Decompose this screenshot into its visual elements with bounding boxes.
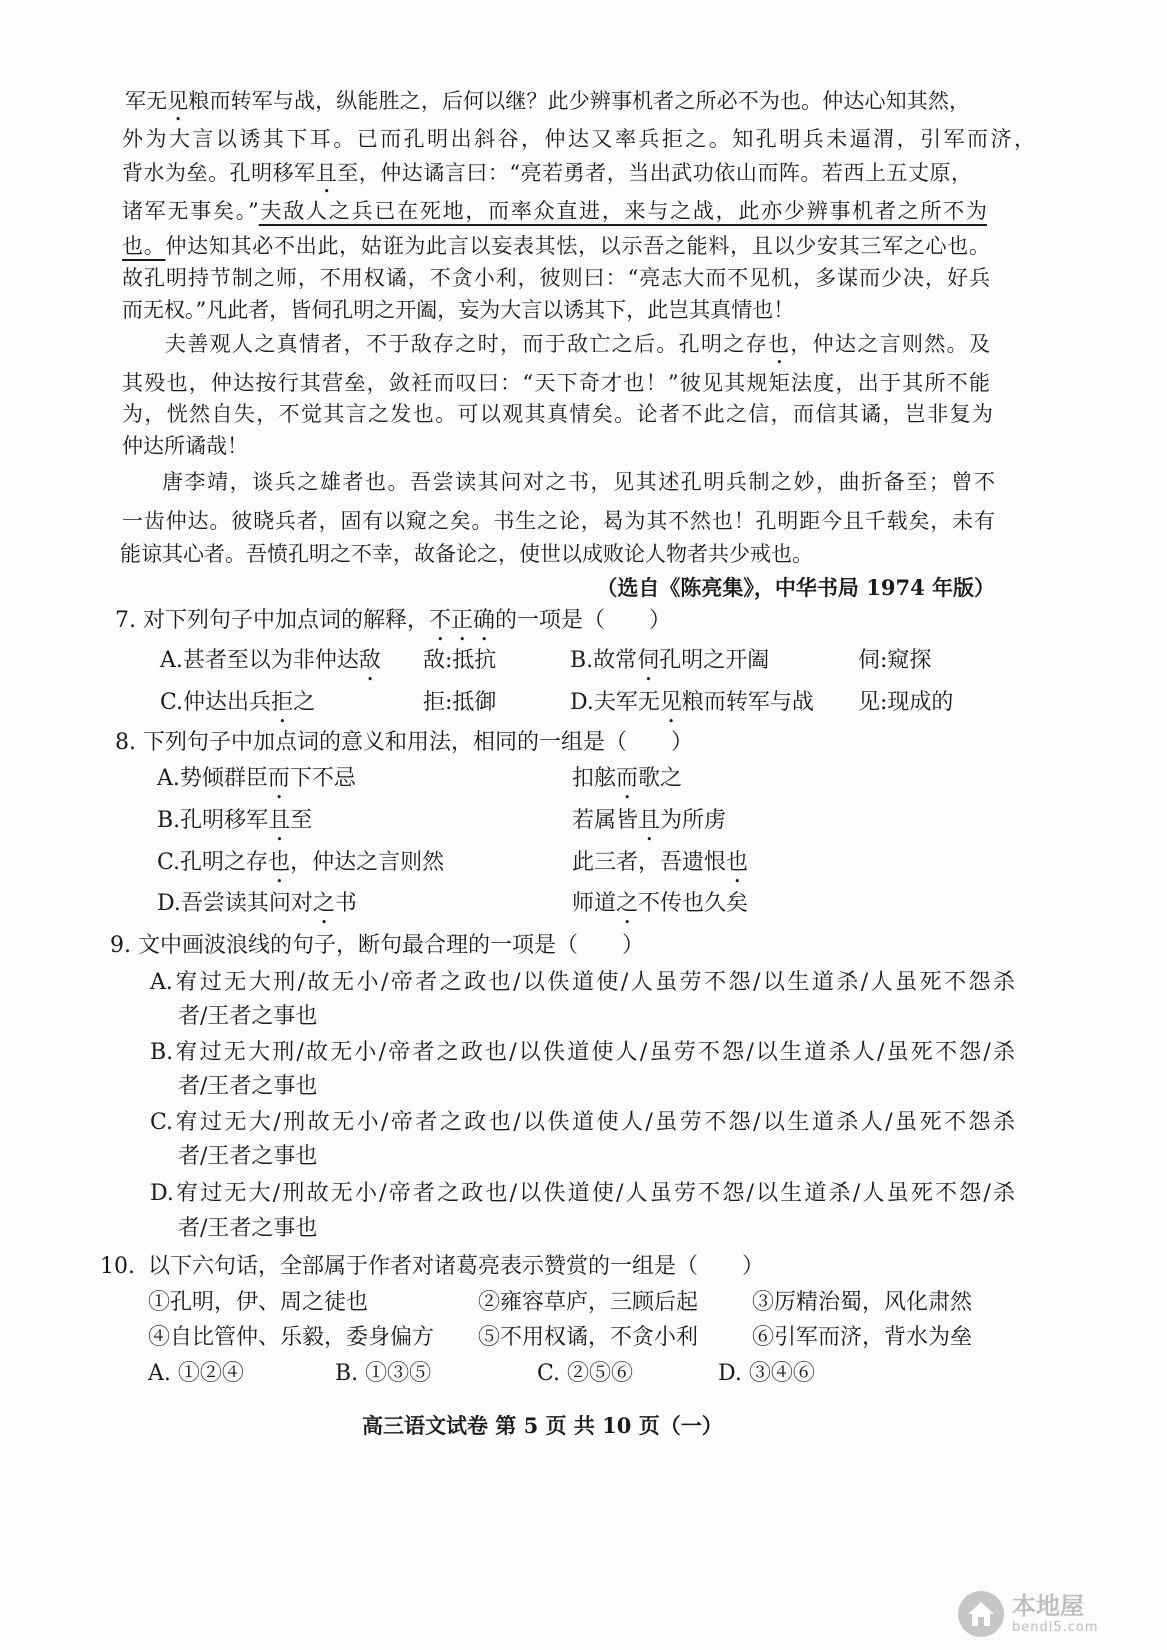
option-text: 宥过无大/刑故无小/帝者之政也/以佚道使/人虽劳不怨/以生道杀/人虽死不怨/杀 xyxy=(173,1181,1015,1206)
statement-item: ⑤不用权谲，不贪小利 xyxy=(478,1325,699,1350)
passage-text: 仲达所谲哉！ xyxy=(122,434,248,458)
option-d-right xyxy=(572,889,748,919)
option-text: 宥过无大刑/故无小/帝者之政也/以佚道使人/虽劳不怨/以生道杀人/虽死不怨/杀 xyxy=(173,1040,1015,1065)
option-a xyxy=(150,968,1015,998)
passage-text: 仲达知其必不出此，姑诳为此言以妄表其怯，以示吾之能料，且以少安其三军之心也。 xyxy=(165,234,990,258)
passage-text: ，仲达之言则然。及 xyxy=(790,332,991,356)
dotted-word: 拒 xyxy=(271,690,294,715)
passage-text: 粮而转军与战，纵能胜之，后何以继？此少辨事机者之所必不为也。仲达心知其然， xyxy=(188,89,971,113)
statement-item: ④自比管仲、乐毅，委身偏方 xyxy=(148,1325,435,1350)
dotted-word: 伺 xyxy=(637,648,660,673)
option-a xyxy=(160,646,381,676)
watermark-text xyxy=(1012,1592,1099,1636)
question-stem xyxy=(115,606,671,636)
passage-line xyxy=(162,467,995,497)
option-d xyxy=(150,1179,1015,1209)
passage-line xyxy=(122,368,990,398)
option-text: 歌之 xyxy=(638,766,683,791)
option-text: 下不忌 xyxy=(289,766,356,791)
option-text: 至 xyxy=(290,808,313,833)
option-b-right xyxy=(572,806,726,836)
question-stem: 9. 文中画波浪线的句子，断句最合理的一项是（ ） xyxy=(110,933,644,958)
option-label: D. xyxy=(570,690,594,715)
choice-label: C. xyxy=(537,1361,561,1386)
option-b-continued: 者/王者之事也 xyxy=(178,1074,318,1099)
passage-text: 而无权。”凡此者，皆伺孔明之开阖，妄为大言以诱其下，此岂其真情也！ xyxy=(122,298,795,322)
statement-item: ③厉精治蜀，风化肃然 xyxy=(752,1290,973,1315)
option-label: B. xyxy=(157,808,181,833)
option-b-left xyxy=(157,806,312,836)
passage-text: 能谅其心者。吾愤孔明之不幸，故备论之，使世以成败论人物者共少戒也。 xyxy=(120,542,813,566)
option-text: ，仲达之言则然 xyxy=(290,850,445,875)
passage-text: 其殁也，仲达按行其营垒，敛衽而叹曰：“天下奇才也！”彼见其规矩法度，出于其所不能 xyxy=(122,371,990,395)
choice-d xyxy=(718,1359,815,1389)
passage-source: （选自《陈亮集》，中华书局 1974 年版） xyxy=(596,575,995,600)
option-text: 故常 xyxy=(593,648,638,673)
dotted-word: 而 xyxy=(267,766,290,791)
option-text: 孔明移军 xyxy=(180,808,269,833)
dotted-word: 之 xyxy=(312,891,335,916)
passage-text: 背水为垒。孔明移军 xyxy=(122,161,316,185)
option-text: 孔明之开阖 xyxy=(659,648,770,673)
passage-text: 夫善观人之真情者，不于敌存之时，而于敌亡之后。孔明之存 xyxy=(165,332,768,356)
house-icon-graphic xyxy=(966,1600,996,1628)
passage-text: 至，仲达谲言曰：“亮若勇者，当出武功依山而阵。若西上五丈原， xyxy=(337,161,973,185)
underlined-sentence: 夫敌人之兵已在死地，而率众直进，来与之战，此亦少辨事机者之所不为 xyxy=(258,199,987,223)
option-text: 孔明之存 xyxy=(180,850,269,875)
option-c xyxy=(160,688,315,718)
option-text: 吾尝读其问对 xyxy=(180,891,313,916)
statement-item: ①孔明，伊、周之徒也 xyxy=(148,1290,369,1315)
dotted-word: 且 xyxy=(638,808,661,833)
option-c-continued: 者/王者之事也 xyxy=(178,1144,318,1169)
stem-text: 7. 对下列句子中加点词的解释， xyxy=(115,608,429,633)
choice-value: ①②④ xyxy=(177,1361,244,1386)
option-text: 宥过无大刑/故无小/帝者之政也/以佚道使/人虽劳不怨/以生道杀/人虽死不怨杀 xyxy=(172,970,1015,995)
passage-text: 外为大言以诱其下耳。已而孔明出斜谷，仲达又率兵拒之。知孔明兵未逼渭，引军而济， xyxy=(122,127,1035,151)
choice-label: B. xyxy=(335,1361,359,1386)
option-label: C. xyxy=(160,690,184,715)
house-icon xyxy=(958,1591,1004,1637)
option-text: 夫军无 xyxy=(593,690,660,715)
statement-item: ②雍容草庐，三顾后起 xyxy=(478,1290,699,1315)
option-d-meaning: 见:现成的 xyxy=(858,690,954,715)
passage-text: 故孔明持节制之师，不用权谲，不贪小利，彼则曰：“亮志大而不见机，多谋而少决，好兵 xyxy=(122,266,990,290)
dotted-word: 见 xyxy=(167,89,189,113)
option-a-left xyxy=(157,764,356,794)
passage-line xyxy=(125,86,970,116)
passage-line xyxy=(122,231,990,261)
option-text: 宥过无大/刑故无小/帝者之政也/以佚道使人/虽劳不怨/以生道杀人/虽死不怨杀 xyxy=(173,1110,1015,1135)
option-label: B. xyxy=(150,1040,174,1065)
watermark-url: bendi5.com xyxy=(1012,1620,1099,1635)
dotted-word: 敌 xyxy=(358,648,381,673)
dotted-word: 见 xyxy=(659,690,682,715)
statement-item: ⑥引军而济，背水为垒 xyxy=(752,1325,973,1350)
option-text: 甚者至以为非仲达 xyxy=(182,648,359,673)
passage-line xyxy=(165,329,990,359)
choice-b xyxy=(335,1359,431,1389)
dotted-word: 也 xyxy=(726,850,749,875)
watermark-logo xyxy=(958,1586,1156,1642)
passage-line xyxy=(120,539,813,569)
option-a-continued: 者/王者之事也 xyxy=(178,1004,318,1029)
choice-value: ③④⑥ xyxy=(748,1361,815,1386)
option-text: 若属皆 xyxy=(572,808,639,833)
dotted-word: 也 xyxy=(268,850,291,875)
option-text: 为所虏 xyxy=(660,808,727,833)
option-text: 扣舷 xyxy=(572,766,617,791)
dotted-word: 且 xyxy=(268,808,291,833)
option-a-meaning: 敌:抵抗 xyxy=(423,648,497,673)
option-d-left xyxy=(157,889,357,919)
option-text: 仲达出兵 xyxy=(183,690,272,715)
option-text: 势倾群臣 xyxy=(179,766,268,791)
option-c-meaning: 拒:抵御 xyxy=(423,690,497,715)
option-c-left xyxy=(157,848,444,878)
option-b xyxy=(150,1038,1015,1068)
passage-text: 一齿仲达。彼晓兵者，固有以窥之矣。书生之论，曷为其不然也！孔明距今且千载矣，未有 xyxy=(122,509,995,533)
option-label: A. xyxy=(160,648,183,673)
option-d xyxy=(570,688,814,718)
option-label: B. xyxy=(570,648,594,673)
passage-text: 诸军无事矣。” xyxy=(122,199,259,223)
option-text: 书 xyxy=(334,891,357,916)
passage-text: 为，恍然自失，不觉其言之发也。可以观其真情矣。论者不此之信，而信其谲，岂非复为 xyxy=(122,402,993,426)
passage-line xyxy=(122,124,1035,154)
option-c-right xyxy=(572,848,748,878)
choice-value: ②⑤⑥ xyxy=(567,1361,634,1386)
dotted-word: 且 xyxy=(315,161,338,185)
choice-c xyxy=(537,1359,633,1389)
question-stem: 以下六句话，全部属于作者对诸葛亮表示赞赏的一组是（ ） xyxy=(148,1254,765,1279)
option-d-continued: 者/王者之事也 xyxy=(178,1216,318,1241)
passage-line xyxy=(122,158,972,188)
stem-text: 的一项是（ ） xyxy=(495,608,672,633)
option-b xyxy=(570,646,769,676)
passage-line xyxy=(122,399,993,429)
passage-text: 唐李靖，谈兵之雄者也。吾尝读其问对之书，见其述孔明兵制之妙，曲折备至；曾不 xyxy=(162,470,995,494)
option-a-right xyxy=(572,764,682,794)
option-label: C. xyxy=(150,1110,174,1135)
passage-line xyxy=(122,431,248,461)
option-text: 此三者，吾遗恨 xyxy=(572,850,727,875)
watermark-name: 本地屋 xyxy=(1012,1592,1084,1620)
option-label: C. xyxy=(157,850,181,875)
page-footer: 高三语文试卷 第 5 页 共 10 页（一） xyxy=(362,1413,723,1438)
option-text: 不传也久矣 xyxy=(638,891,749,916)
option-label: D. xyxy=(150,1181,174,1206)
passage-line xyxy=(122,295,794,325)
choice-a xyxy=(148,1359,244,1389)
passage-line xyxy=(122,263,990,293)
dotted-word: 之 xyxy=(616,891,639,916)
question-number: 10. xyxy=(100,1254,135,1279)
option-label: A. xyxy=(157,766,180,791)
question-stem: 8. 下列句子中加点词的意义和用法，相同的一组是（ ） xyxy=(115,730,693,755)
option-label: A. xyxy=(150,970,173,995)
dotted-word: 也 xyxy=(768,332,791,356)
passage-line xyxy=(122,196,987,226)
passage-text: 军无 xyxy=(125,89,168,113)
choice-value: ①③⑤ xyxy=(365,1361,432,1386)
underlined-sentence: 也。 xyxy=(122,234,166,258)
choice-label: D. xyxy=(718,1361,742,1386)
passage-line xyxy=(122,506,995,536)
option-text: 师道 xyxy=(572,891,617,916)
choice-label: A. xyxy=(148,1361,171,1386)
option-text: 之 xyxy=(293,690,316,715)
dotted-word: 而 xyxy=(616,766,639,791)
option-text: 粮而转军与战 xyxy=(681,690,814,715)
option-b-meaning: 伺:窥探 xyxy=(858,648,932,673)
dotted-word: 不正确 xyxy=(428,608,495,633)
option-label: D. xyxy=(157,891,181,916)
option-c xyxy=(150,1108,1015,1138)
